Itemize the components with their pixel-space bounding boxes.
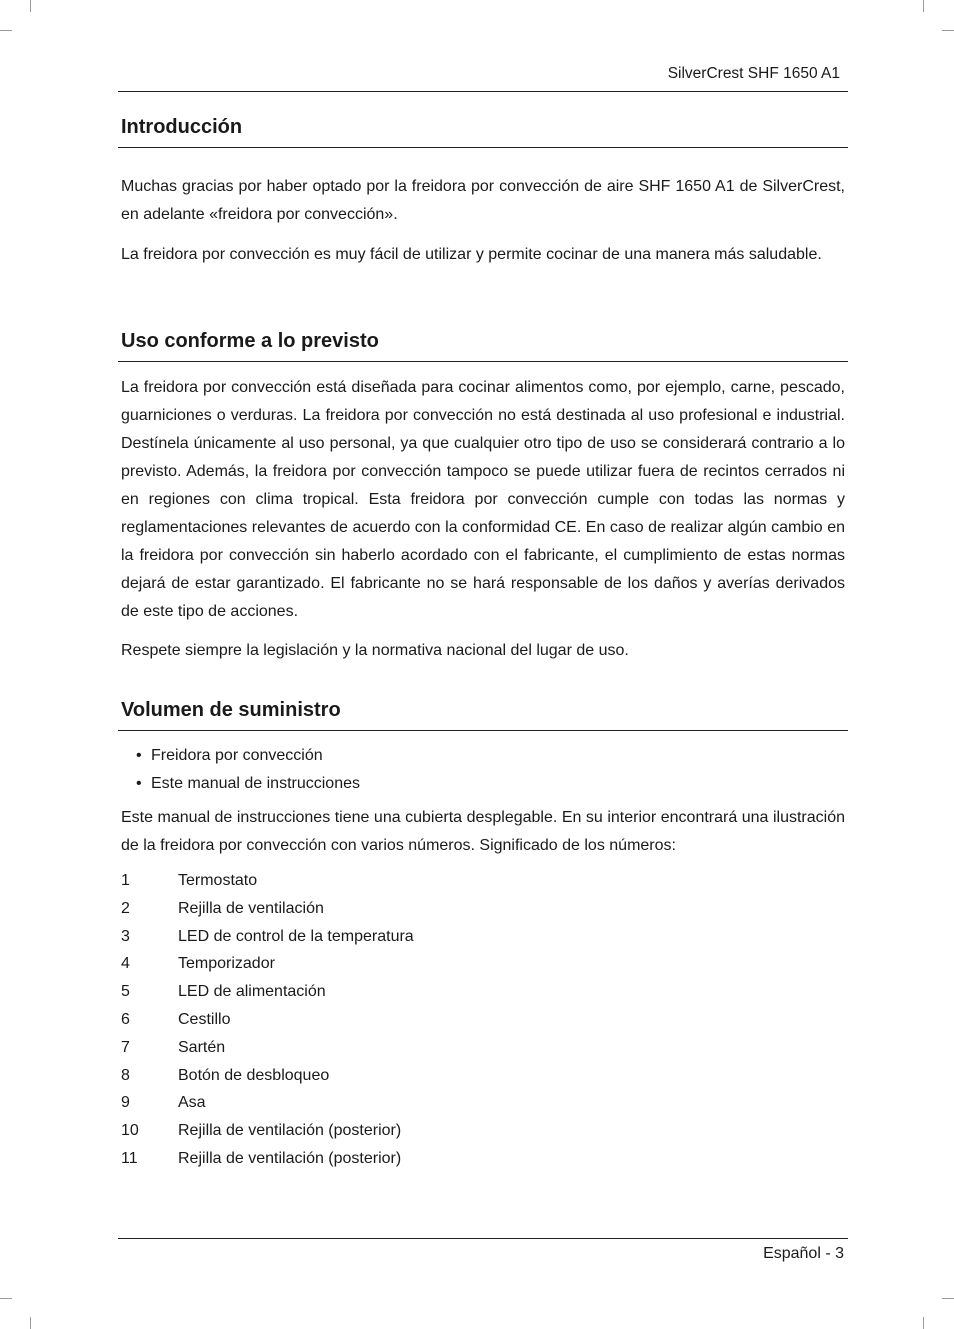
part-number: 7 (121, 1038, 130, 1056)
list-item (121, 978, 414, 1006)
parts-list (121, 867, 414, 1173)
part-label: LED de control de la temperatura (178, 927, 414, 945)
part-label: Rejilla de ventilación (posterior) (178, 1149, 402, 1167)
list-item (121, 1089, 414, 1117)
list-item: • Freidora por convección (136, 742, 360, 770)
list-item (121, 923, 414, 951)
part-number: 9 (121, 1094, 130, 1112)
part-label: LED de alimentación (178, 983, 326, 1001)
part-label: Rejilla de ventilación (178, 899, 324, 917)
list-item (121, 895, 414, 923)
section-rule (118, 730, 848, 731)
part-number: 10 (121, 1122, 139, 1140)
section-rule (118, 147, 848, 148)
section-title-supply: Volumen de suministro (121, 699, 341, 721)
list-item (121, 1006, 414, 1034)
section-title-use: Uso conforme a lo previsto (121, 330, 379, 352)
header-rule (118, 91, 848, 92)
supply-bullet-list (136, 742, 360, 798)
section-rule (118, 361, 848, 362)
crop-mark (30, 1317, 31, 1329)
use-paragraph-1: La freidora por convección está diseñada para cocinar alimentos como, por ejemplo, carne, pescado, guarniciones o verduras. La freidora por convección no está destinada al uso profesional e industrial. Destínela únicamente al uso personal, ya que cualquier otro tipo de uso se considerará contrario a lo previsto. Además, la freidora por convección tampoco se puede utilizar fuera de recintos cerrados ni en regiones con clima tropical. Esta freidora por convección cumple con todas las normas y reglamentaciones relevantes de acuerdo con la conformidad CE. En caso de realizar algún cambio en la freidora por convección sin haberlo acordado con el fabricante, el cumplimiento de estas normas dejará de estar garantizado. El fabricante no se hará responsable de los daños y averías derivados de este tipo de acciones. (121, 379, 845, 620)
footer-rule (118, 1238, 848, 1239)
running-header: SilverCrest SHF 1650 A1 (667, 65, 840, 82)
part-label: Temporizador (178, 955, 275, 973)
supply-paragraph: Este manual de instrucciones tiene una cubierta desplegable. En su interior encontrará una ilustración de la freidora por convección con varios números. Significado de los números: (121, 809, 845, 854)
section-title-intro: Introducción (121, 116, 243, 138)
crop-mark (0, 1298, 12, 1299)
list-item (121, 1034, 414, 1062)
list-item (121, 1145, 414, 1173)
list-item (121, 867, 414, 895)
crop-mark (923, 0, 924, 12)
list-item: • Este manual de instrucciones (136, 770, 360, 798)
part-label: Sartén (178, 1038, 226, 1056)
part-number: 5 (121, 983, 130, 1001)
crop-mark (923, 1317, 924, 1329)
crop-mark (0, 30, 12, 31)
list-item (121, 1062, 414, 1090)
part-number: 3 (121, 927, 130, 945)
part-number: 11 (121, 1149, 138, 1167)
part-label: Botón de desbloqueo (178, 1066, 330, 1084)
part-label: Rejilla de ventilación (posterior) (178, 1122, 402, 1140)
intro-paragraph-1: Muchas gracias por haber optado por la freidora por convección de aire SHF 1650 A1 de SilverCrest, en adelante «freidora por convección». (121, 178, 845, 223)
crop-mark (942, 1298, 954, 1299)
part-number: 4 (121, 955, 130, 973)
crop-mark (942, 30, 954, 31)
page-footer: Español - 3 (763, 1245, 844, 1262)
part-number: 6 (121, 1010, 130, 1028)
list-item (121, 1117, 414, 1145)
part-label: Asa (178, 1094, 206, 1112)
list-item (121, 950, 414, 978)
part-number: 1 (121, 872, 130, 889)
part-number: 2 (121, 899, 130, 917)
intro-paragraph-2: La freidora por convección es muy fácil de utilizar y permite cocinar de una manera más saludable. (121, 246, 822, 263)
part-number: 8 (121, 1066, 130, 1084)
part-label: Termostato (178, 872, 258, 889)
part-label: Cestillo (178, 1010, 231, 1028)
use-paragraph-2: Respete siempre la legislación y la normativa nacional del lugar de uso. (121, 642, 629, 659)
crop-mark (30, 0, 31, 12)
